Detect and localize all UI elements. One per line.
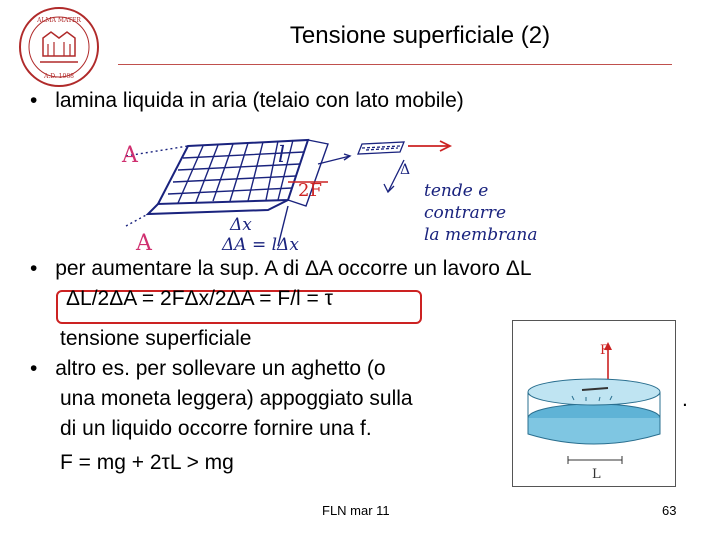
- university-seal-logo: [18, 6, 100, 88]
- bullet-marker: •: [30, 257, 38, 280]
- sketch-label-2f: 2F: [298, 180, 322, 201]
- inset-label-l: L: [592, 467, 601, 482]
- sketch-label-l: l: [278, 143, 286, 168]
- dish-illustration: [512, 320, 676, 487]
- frame-sketch: [118, 134, 580, 254]
- sketch-label-a-top: A: [122, 143, 138, 168]
- bullet-3-text: altro es. per sollevare un aghetto (o: [55, 357, 386, 380]
- bullet-3: [30, 354, 386, 384]
- line-moneta: una moneta leggera) appoggiato sulla: [60, 387, 413, 410]
- line-equazione: F = mg + 2τL > mg: [60, 451, 234, 474]
- svg-text:A.D. 1088: A.D. 1088: [44, 73, 74, 80]
- sketch-note-line2: contrarre: [424, 203, 507, 223]
- sketch-label-a-bottom: A: [136, 231, 152, 254]
- footer-text: FLN mar 11: [322, 503, 390, 518]
- bullet-1-text: lamina liquida in aria (telaio con lato mobile): [55, 89, 464, 112]
- bullet-2-text: per aumentare la sup. A di ΔA occorre un lavoro ΔL: [55, 257, 532, 280]
- bullet-marker: •: [30, 89, 38, 112]
- sketch-note-line1: tende e: [424, 181, 489, 201]
- svg-text:Δ: Δ: [400, 162, 411, 178]
- line-tensione-superficiale: tensione superficiale: [60, 327, 252, 350]
- bullet-marker: •: [30, 357, 38, 380]
- slide-title: Tensione superficiale (2): [289, 22, 551, 49]
- page-number: 63: [662, 503, 677, 518]
- sketch-label-dx: Δx: [230, 215, 252, 235]
- stray-character: .: [682, 388, 688, 411]
- surface-tension-formula: ΔL/2ΔA = 2FΔx/2ΔA = F/l = τ: [66, 287, 333, 310]
- svg-text:ALMA MATER: ALMA MATER: [37, 17, 81, 24]
- bullet-2: [30, 254, 532, 284]
- line-liquido: di un liquido occorre fornire una f.: [60, 417, 372, 440]
- inset-label-f: F: [600, 343, 610, 358]
- bullet-1: [30, 86, 464, 116]
- title-divider: [118, 64, 672, 65]
- sketch-label-da: ΔA = lΔx: [222, 235, 299, 254]
- sketch-note-line3: la membrana: [424, 225, 538, 245]
